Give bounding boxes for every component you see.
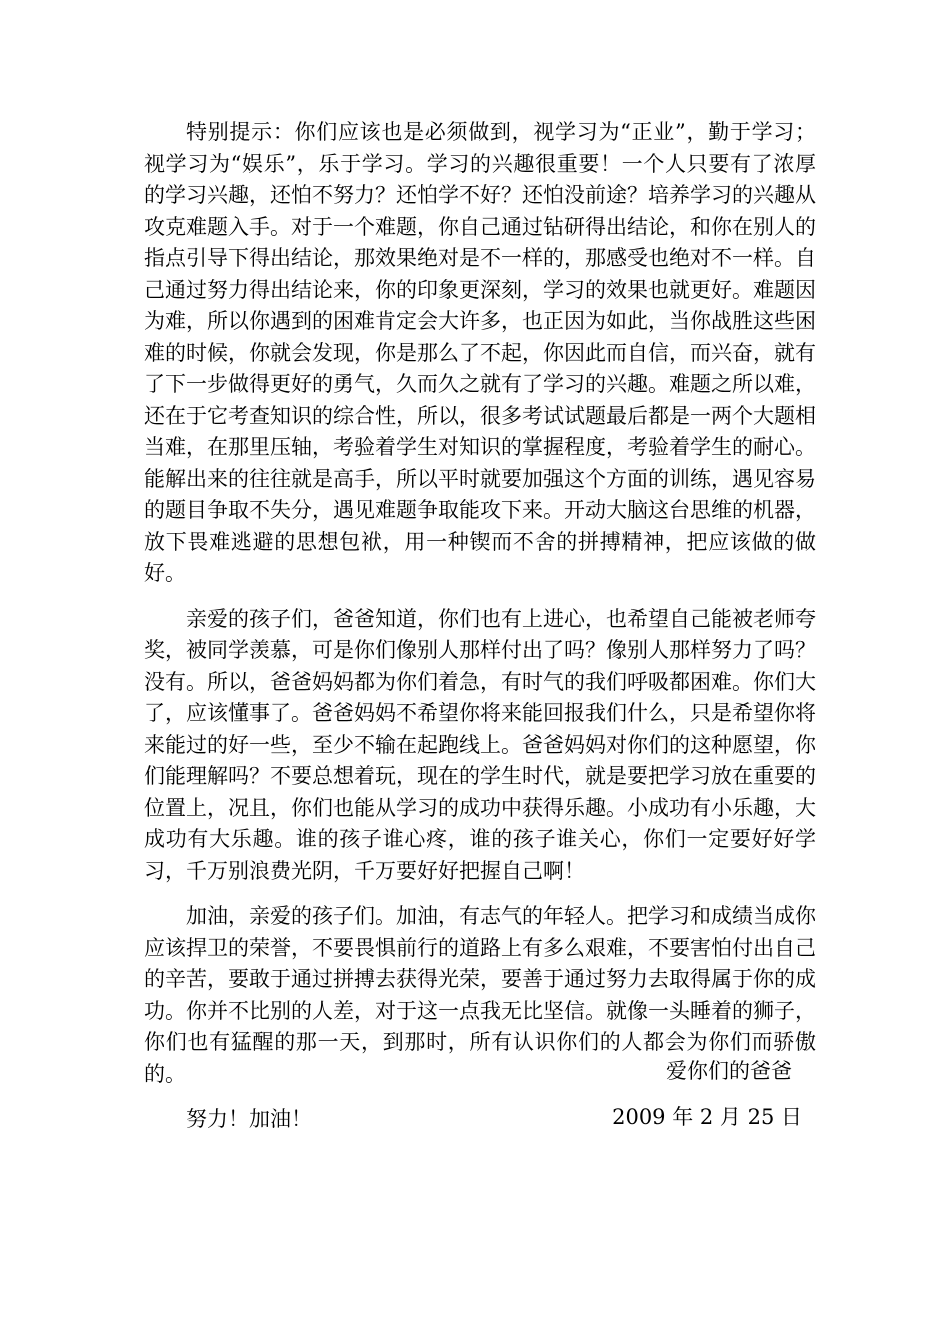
letter-paragraph-study-tips: 特别提示：你们应该也是必须做到，视学习为“正业”，勤于学习；视学习为“娱乐”，乐于学习。学习的兴趣很重要！一个人只要有了浓厚的学习兴趣，还怕不努力？还怕学不好？还怕没前途？培养学习的兴趣从攻克难题入手。对于一个难题，你自己通过钻研得出结论，和你在别人的指点引导下得出结论，那效果绝对是不一样的，那感受也绝对不一样。自己通过努力得出结论来，你的印象更深刻，学习的效果也就更好。难题因为难，所以你遇到的困难肯定会大许多，也正因为如此，当你战胜这些困难的时候，你就会发现，你是那么了不起，你因此而自信，而兴奋，就有了下一步做得更好的勇气，久而久之就有了学习的兴趣。难题之所以难，还在于它考查知识的综合性，所以，很多考试试题最后都是一两个大题相当难，在那里压轴，考验着学生对知识的掌握程度，考验着学生的耐心。能解出来的往往就是高手，所以平时就要加强这个方面的训练，遇见容易的题目争取不失分，遇见难题争取能攻下来。开动大脑这台思维的机器，放下畏难逃避的思想包袱，用一种锲而不舍的拼搏精神，把应该做的做好。	[144, 120, 816, 585]
letter-signature: 爱你们的爸爸	[666, 1059, 792, 1083]
letter-date: 2009 年 2 月 25 日	[612, 1105, 802, 1129]
letter-paragraph-encouragement: 加油，亲爱的孩子们。加油，有志气的年轻人。把学习和成绩当成你应该捍卫的荣誉，不要畏惧前行的道路上有多么艰难，不要害怕付出自己的辛苦，要敢于通过拼搏去获得光荣，要善于通过努力去取得属于你的成功。你并不比别的人差，对于这一点我无比坚信。就像一头睡着的狮子，你们也有猛醒的那一天，到那时，所有认识你们的人都会为你们而骄傲的。	[144, 904, 816, 1086]
letter-body	[144, 117, 816, 1136]
letter-paragraph-dear-children: 亲爱的孩子们，爸爸知道，你们也有上进心，也希望自己能被老师夸奖，被同学羡慕，可是你们像别人那样付出了吗？像别人那样努力了吗？没有。所以，爸爸妈妈都为你们着急，有时气的我们呼吸都困难。你们大了，应该懂事了。爸爸妈妈不希望你将来能回报我们什么，只是希望你将来能过的好一些，至少不输在起跑线上。爸爸妈妈对你们的这种愿望，你们能理解吗？不要总想着玩，现在的学生时代，就是要把学习放在重要的位置上，况且，你们也能从学习的成功中获得乐趣。小成功有小乐趣，大成功有大乐趣。谁的孩子谁心疼，谁的孩子谁关心，你们一定要好好学习，千万别浪费光阴，千万要好好把握自己啊！	[144, 606, 816, 883]
closing-cheer: 努力！加油！	[186, 1107, 312, 1131]
